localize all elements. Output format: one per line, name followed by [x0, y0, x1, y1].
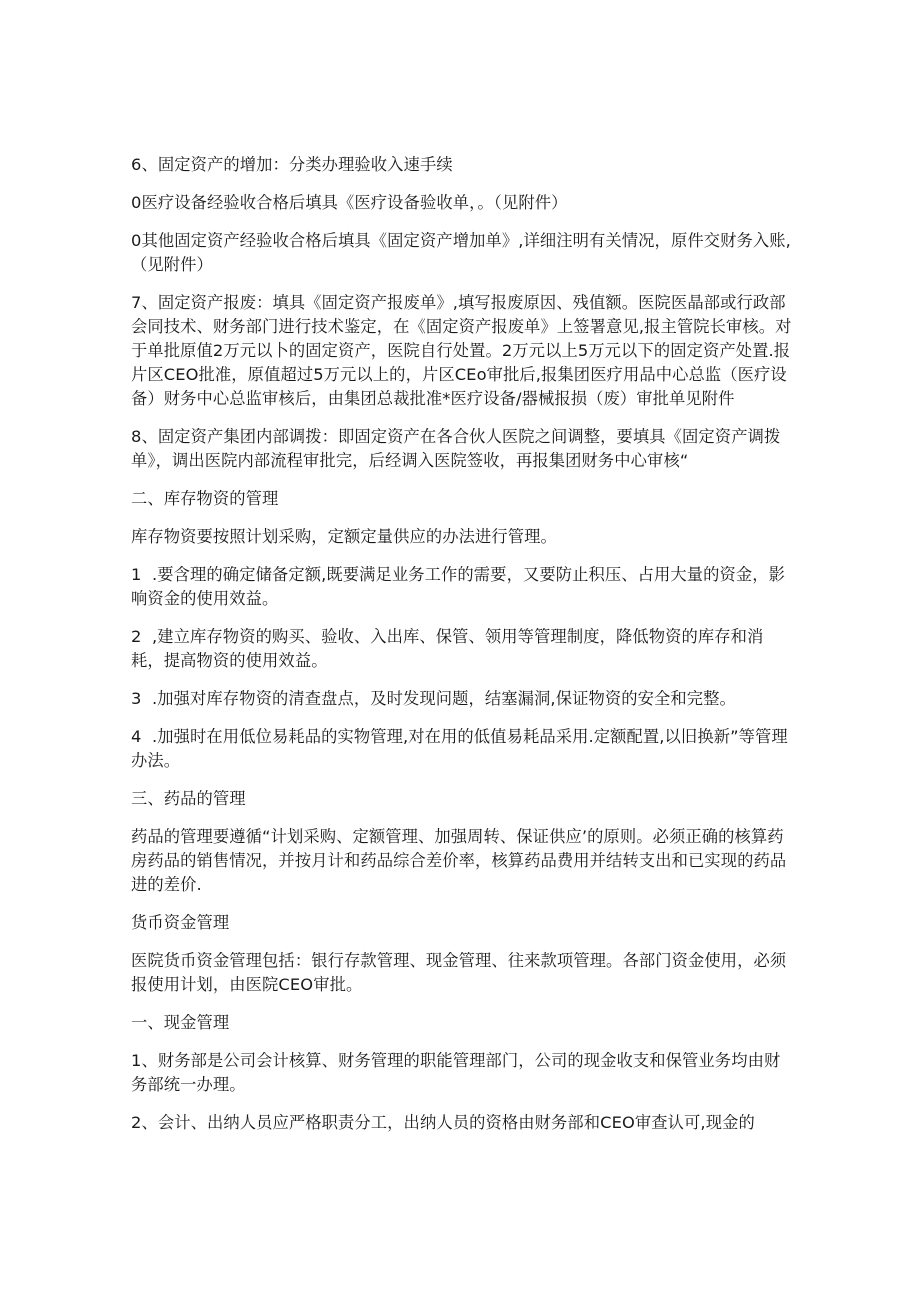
section-heading-drugs: 三、药品的管理	[131, 789, 246, 808]
list-item-inventory-3: 3 .加强对库存物资的清查盘点，及时发现问题，结塞漏洞,保证物资的安全和完整。	[131, 689, 736, 708]
paragraph-inventory-intro: 库存物资要按照计划采购，定额定量供应的办法进行管理。	[131, 527, 557, 546]
list-item-cash-1: 1、财务部是公司会计核算、财务管理的职能管理部门，公司的现金收支和保管业务均由财务部统一办理。	[131, 1051, 781, 1094]
paragraph-drug-management: 药品的管理要遵循“计划采购、定额管理、加强周转、保证供应’的原则。必须正确的核算药房药品的销售情况，并按月计和药品综合差价率，核算药品费用并结转支出和已实现的药品进的差价.	[131, 827, 787, 894]
list-item-cash-2: 2、会计、出纳人员应严格职责分工，出纳人员的资格由财务部和CEO审查认可,现金的	[131, 1113, 755, 1132]
paragraph-monetary-funds: 医院货币资金管理包括：银行存款管理、现金管理、往来款项管理。各部门资金使用，必须报使用计划，由医院CEO审批。	[131, 951, 787, 994]
list-item-inventory-1: 1 .要含理的确定储备定额,既要满足业务工作的需要，又要防止积压、占用大量的资金，影响资金的使用效益。	[131, 565, 786, 608]
paragraph-medical-equipment-acceptance: 0医疗设备经验收合格后填具《医疗设备验收单，。（见附件）	[131, 193, 568, 212]
paragraph-other-asset-acceptance: 0其他固定资产经验收合格后填具《固定资产增加单》,详细注明有关情况，原件交财务入账,（见附件）	[131, 231, 791, 274]
document-body	[131, 153, 795, 1149]
section-heading-cash: 一、现金管理	[131, 1013, 230, 1032]
paragraph-fixed-asset-increase: 6、固定资产的增加：分类办理验收入速手续	[131, 155, 453, 174]
section-heading-inventory: 二、库存物资的管理	[131, 489, 279, 508]
section-heading-monetary-funds: 货币资金管理	[131, 913, 230, 932]
paragraph-fixed-asset-transfer: 8、固定资产集团内部调拨：即固定资产在各合伙人医院之间调整，要填具《固定资产调拨单》，调出医院内部流程审批完，后经调入医院签收，再报集团财务中心审核“	[131, 427, 781, 470]
paragraph-fixed-asset-scrap: 7、固定资产报废：填具《固定资产报废单》,填写报废原因、残值额。医院医晶部或行政部会同技术、财务部门进行技术鉴定，在《固定资产报废单》上签署意见,报主管院长审核。对于单批原值2万元以卜的固定资产，医院自行处置。2万元以上5万元以下的固定资产处置.报片区CEO批准，原值超过5万元以上的，片区CEo审批后,报集团医疗用品中心总监（医疗设备）财务中心总监审核后，由集团总裁批准*医疗设备/器械报损（废）审批单见附件	[131, 293, 792, 408]
list-item-inventory-2: 2 ,建立库存物资的购买、验收、入出库、保管、领用等管理制度，降低物资的库存和消耗，提高物资的使用效益。	[131, 627, 764, 670]
list-item-inventory-4: 4 .加强时在用低位易耗品的实物管理,对在用的低值易耗品采用.定额配置,以旧换新”等管理办法。	[131, 727, 788, 770]
